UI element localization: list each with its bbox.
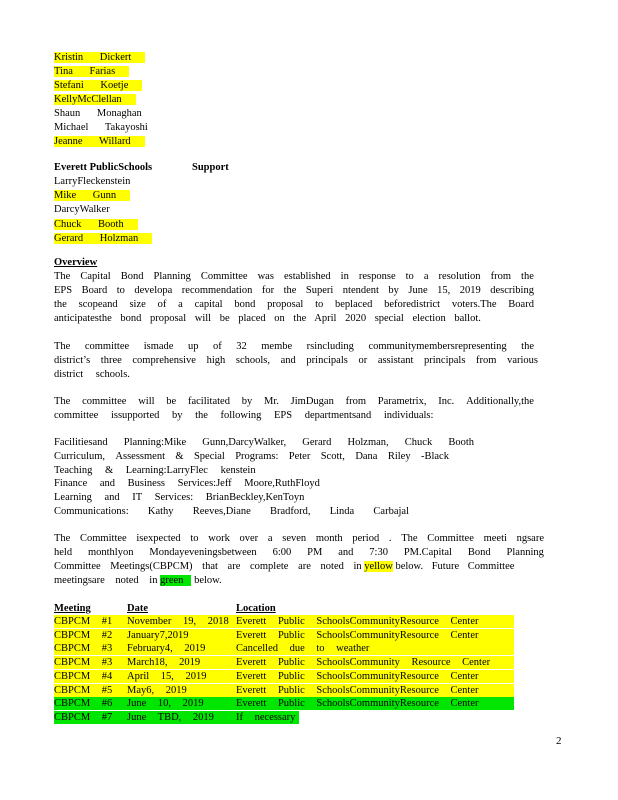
meeting-column-header: Meeting: [54, 603, 91, 614]
support-name: LarryFleckenstein: [54, 176, 131, 187]
overview-text-line: The committee will be facilitated by Mr. JimDugan from Parametrix, Inc. Additionally,the: [54, 396, 534, 407]
overview-text-line: EPS Board to developa recommendation for the Superi ntendent by June 15, 2019 describing: [54, 285, 534, 296]
schedule-line-4-text: meetingsare noted in: [54, 575, 158, 586]
meeting-cell: CBPCM #3: [54, 657, 113, 669]
support-name: Chuck Booth: [54, 218, 138, 231]
date-cell: November 19, 2018: [127, 616, 229, 627]
yellow-highlight-word: yellow: [364, 561, 393, 572]
location-cell: Everett Public SchoolsCommunity Resource Center: [236, 657, 491, 669]
green-highlight-word: green: [160, 575, 191, 586]
schedule-line-1: The Committee isexpected to work over a seven month period . The Committee meeti ngsare: [54, 533, 544, 544]
meeting-cell: CBPCM #4: [54, 670, 113, 682]
meeting-row: [54, 615, 514, 628]
meeting-row: [54, 711, 299, 724]
overview-text-line: The committee ismade up of 32 membe rsincluding communitymembersrepresenting the: [54, 341, 534, 352]
support-heading: [54, 161, 229, 174]
location-cell: Everett Public SchoolsCommunityResource Center: [236, 698, 479, 710]
date-cell: April 15, 2019: [127, 670, 207, 682]
support-heading-left: Everett PublicSchools: [54, 162, 153, 173]
schedule-line-4-tail: below.: [194, 575, 222, 586]
meeting-row: [54, 642, 514, 655]
meeting-row: [54, 656, 514, 669]
department-line: Teaching & Learning:LarryFlec kenstein: [54, 464, 256, 476]
department-line: Communications: Kathy Reeves,Diane Bradford, Linda Carbajal: [54, 506, 409, 517]
overview-text-line: committee issupported by the following EPS departmentsand individuals:: [54, 410, 434, 421]
meeting-row: [54, 629, 514, 642]
schedule-line-3-tail: below. Future Committee: [395, 561, 515, 572]
overview-text-line: the scopeand size of a capital bond proposal to beplaced beforedistrict voters.The Board: [54, 299, 534, 310]
member-name: Stefani Koetje: [54, 79, 142, 92]
date-cell: March18, 2019: [127, 657, 201, 669]
overview-text-line: The Capital Bond Planning Committee was established in response to a resolution from the: [54, 271, 534, 282]
location-cell: Cancelled due to weather: [236, 643, 370, 655]
department-line: Learning and IT Services: BrianBeckley,KenToyn: [54, 492, 305, 504]
meeting-cell: CBPCM #7: [54, 711, 113, 723]
overview-text-line: district schools.: [54, 369, 130, 380]
date-cell: May6, 2019: [127, 684, 187, 696]
date-column-header: Date: [127, 603, 148, 614]
member-name: Shaun Monaghan: [54, 108, 142, 119]
date-cell: January7,2019: [127, 629, 189, 641]
support-name: Mike Gunn: [54, 189, 130, 202]
date-cell: June 10, 2019: [127, 698, 204, 710]
date-cell: February4, 2019: [127, 643, 206, 655]
schedule-line-3-text: Committee Meetings(CBPCM) that are complete are noted in: [54, 561, 362, 572]
meetings-table-header: [54, 602, 514, 615]
support-name: Gerard Holzman: [54, 232, 152, 245]
overview-heading: Overview: [54, 257, 98, 268]
member-name: Tina Farias: [54, 65, 129, 78]
overview-text-line: anticipatesthe bond proposal will be placed on the April 2020 special election ballot.: [54, 313, 481, 324]
location-cell: Everett Public SchoolsCommunityResource Center: [236, 616, 479, 627]
date-cell: June TBD, 2019: [127, 711, 214, 723]
meeting-row: [54, 670, 514, 683]
location-cell: Everett Public SchoolsCommunityResource Center: [236, 629, 479, 641]
member-name: Michael Takayoshi: [54, 122, 148, 133]
page-number: 2: [556, 735, 562, 747]
location-cell: Everett Public SchoolsCommunityResource Center: [236, 670, 479, 682]
schedule-line-4: [54, 574, 222, 587]
schedule-line-3: [54, 560, 544, 573]
support-name: DarcyWalker: [54, 204, 110, 216]
meeting-cell: CBPCM #6: [54, 698, 113, 710]
location-column-header: Location: [236, 603, 276, 614]
overview-text-line: district’s three comprehensive high schools, and principals or assistant principals from various: [54, 355, 538, 366]
department-line: Curriculum, Assessment & Special Programs: Peter Scott, Dana Riley -Black: [54, 450, 449, 462]
member-name: Jeanne Willard: [54, 135, 145, 148]
location-cell: If necessary: [236, 711, 296, 723]
location-cell: Everett Public SchoolsCommunityResource Center: [236, 684, 479, 696]
department-line: Finance and Business Services:Jeff Moore,RuthFloyd: [54, 478, 320, 490]
meeting-row: [54, 684, 514, 697]
member-name: Kristin Dickert: [54, 51, 145, 64]
meeting-cell: CBPCM #2: [54, 629, 113, 641]
support-heading-right: Support: [192, 162, 229, 173]
meeting-row: [54, 697, 514, 710]
schedule-line-2: held monthlyon Mondayeveningsbetween 6:00 PM and 7:30 PM.Capital Bond Planning: [54, 547, 544, 558]
member-name: KellyMcClellan: [54, 93, 136, 106]
meeting-cell: CBPCM #3: [54, 643, 113, 655]
department-line: Facilitiesand Planning:Mike Gunn,DarcyWalker, Gerard Holzman, Chuck Booth: [54, 437, 474, 448]
meeting-cell: CBPCM #1: [54, 616, 113, 627]
meeting-cell: CBPCM #5: [54, 684, 113, 696]
